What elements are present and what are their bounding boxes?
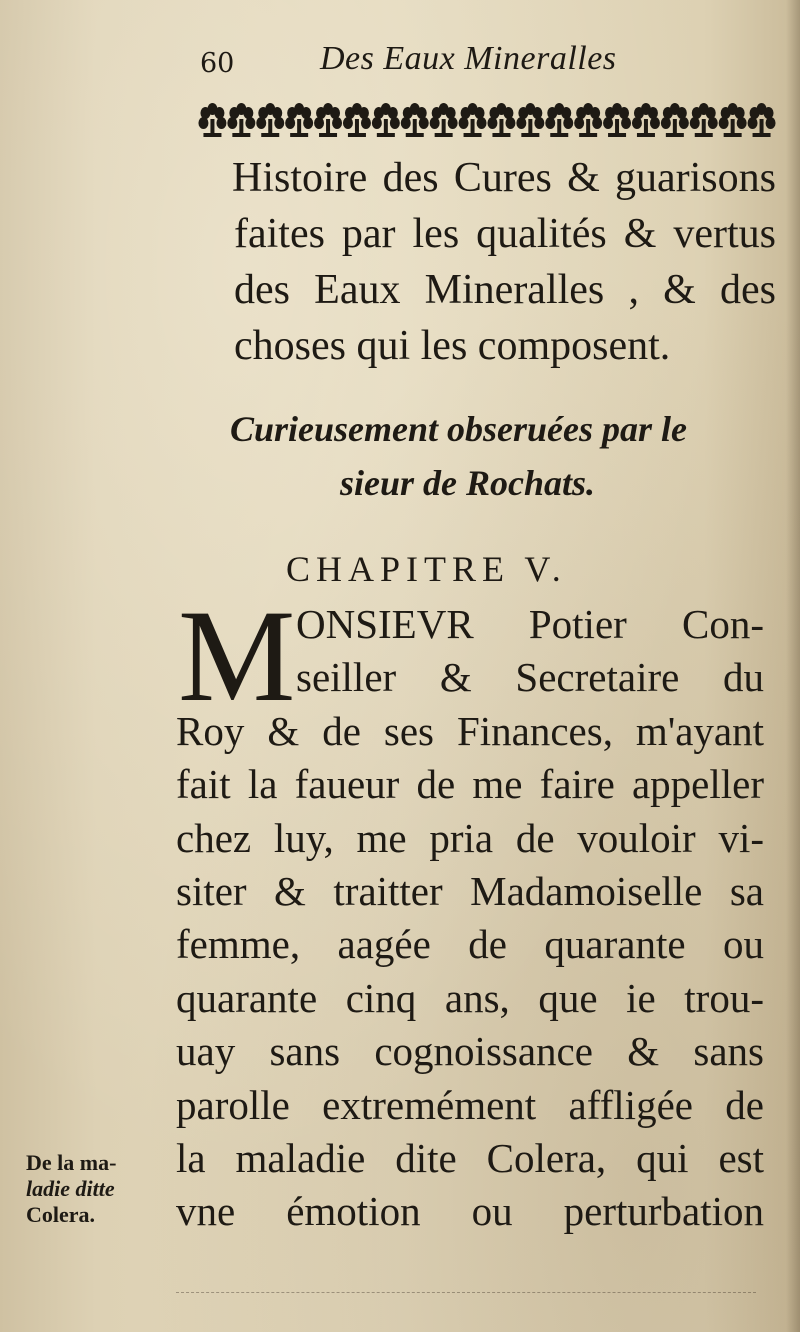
fleuron-band-icon (198, 98, 776, 144)
body-line: seiller & Secretaire du (296, 654, 764, 701)
running-header (200, 40, 720, 90)
subtitle-line: sieur de Rochats. (340, 463, 596, 503)
title-line: des Eaux Mineralles , & des (234, 267, 776, 313)
fleuron-glyph-icon (314, 103, 342, 137)
fleuron-glyph-icon (227, 103, 255, 137)
body-line: la maladie dite Colera, qui est (176, 1134, 764, 1181)
bottom-rule (176, 1292, 756, 1294)
fleuron-glyph-icon (256, 103, 284, 137)
title-line: choses qui les composent. (234, 323, 671, 369)
fleuron-glyph-icon (632, 103, 660, 137)
fleuron-glyph-icon (401, 103, 429, 137)
margin-note-line: ladie ditte (26, 1176, 115, 1201)
margin-note-line: Colera. (26, 1202, 96, 1227)
running-title: Des Eaux Mineralles (320, 40, 617, 77)
page-edge-shadow (786, 0, 800, 1332)
fleuron-glyph-icon (430, 103, 458, 137)
body-line: ONSIEVR Potier Con- (296, 601, 764, 647)
fleuron-glyph-icon (487, 103, 515, 137)
body-line: siter & traitter Madamoiselle sa (176, 867, 764, 914)
fleuron-glyph-icon (198, 103, 226, 137)
fleuron-glyph-icon (719, 103, 747, 137)
fleuron-glyph-icon (285, 103, 313, 137)
fleuron-glyph-icon (603, 103, 631, 137)
fleuron-glyph-icon (690, 103, 718, 137)
fleuron-glyph-icon (661, 103, 689, 137)
fleuron-glyph-icon (748, 103, 776, 137)
drop-cap: M (178, 582, 296, 729)
fleuron-glyph-icon (372, 103, 400, 137)
fleuron-glyph-icon (516, 103, 544, 137)
body-line: fait la faueur de me faire appeller (176, 761, 764, 808)
fleuron-glyph-icon (545, 103, 573, 137)
margin-note-line: De la ma- (26, 1150, 117, 1175)
body-text (176, 598, 764, 1239)
fleuron-glyph-icon (459, 103, 487, 137)
margin-note (26, 1150, 156, 1228)
fleuron-glyph-icon (574, 103, 602, 137)
body-line: chez luy, me pria de vouloir vi- (176, 814, 764, 861)
body-line: vne émotion ou perturbation (176, 1188, 764, 1235)
title-line: Histoire des Cures & guarisons (232, 155, 776, 201)
body-line: parolle extremément affligée de (176, 1081, 764, 1128)
subtitle-line: Curieusement obseruées par le (230, 409, 688, 449)
body-line: uay sans cognoissance & sans (176, 1028, 764, 1075)
body-line: quarante cinq ans, que ie trou- (176, 974, 764, 1021)
body-line: femme, aagée de quarante ou (176, 921, 764, 968)
section-subtitle (230, 402, 770, 510)
section-title (176, 150, 776, 374)
page-number: 60 (200, 48, 235, 79)
title-line: faites par les qualités & vertus (234, 211, 776, 257)
fleuron-glyph-icon (343, 103, 371, 137)
body-line: Roy & de ses Finances, m'ayant (176, 707, 764, 754)
chapter-heading: CHAPITRE V. (286, 549, 567, 589)
